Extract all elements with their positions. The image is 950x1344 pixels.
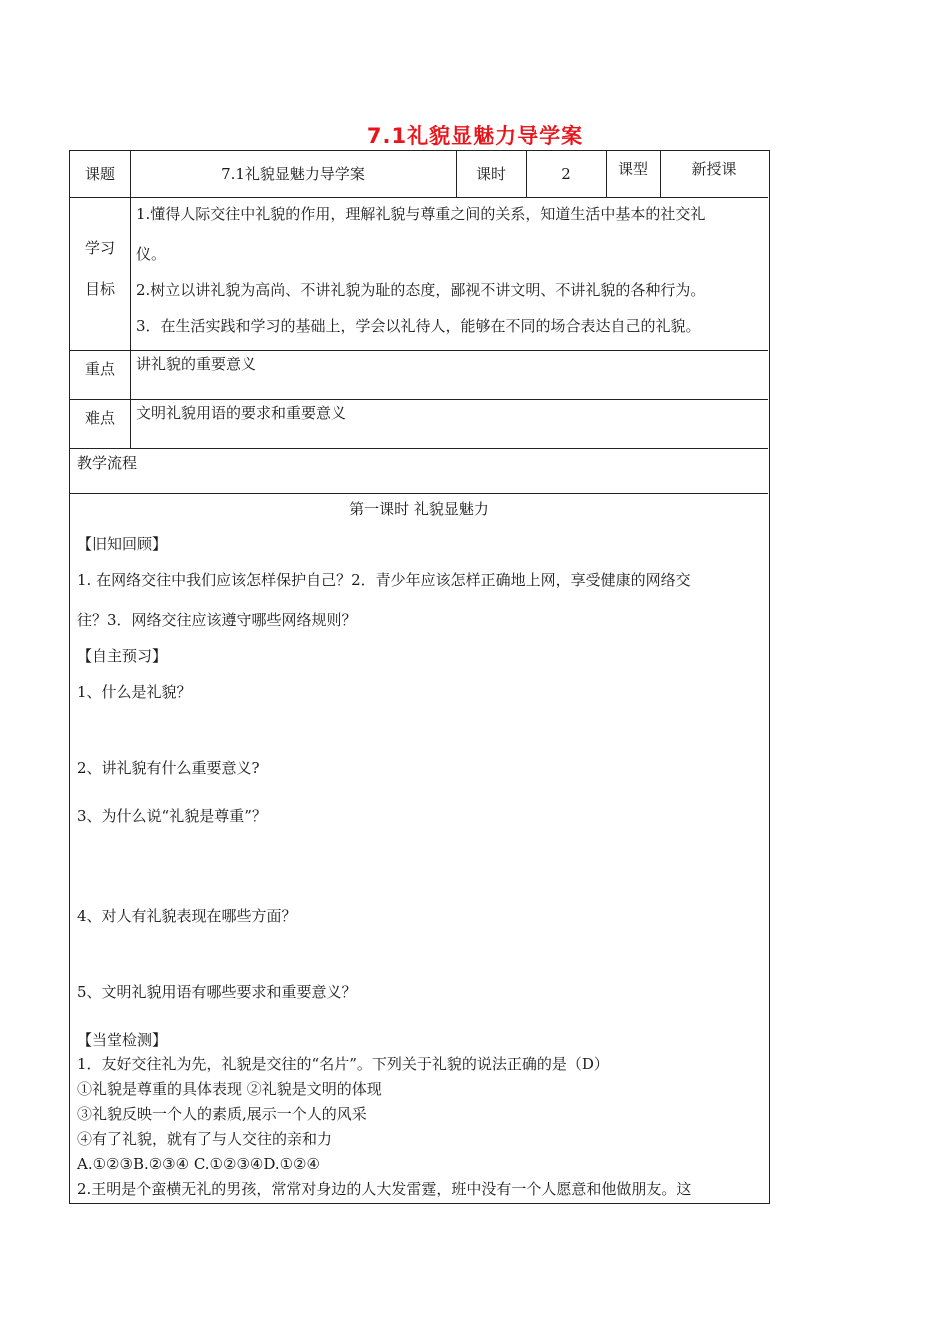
test-question-1-option-line-1: ①礼貌是尊重的具体表现 ②礼貌是文明的体现 bbox=[77, 1080, 382, 1098]
objectives-label-line2: 目标 bbox=[84, 280, 115, 298]
objective-1-line1: 1.懂得人际交往中礼貌的作用，理解礼貌与尊重之间的关系，知道生活中基本的社交礼 bbox=[136, 205, 706, 223]
preview-question-1: 1、什么是礼貌？ bbox=[77, 683, 192, 701]
type-value: 新授课 bbox=[691, 160, 737, 178]
lesson-plan-table bbox=[69, 150, 770, 1204]
review-line-2: 往？3．网络交往应该遵守哪些网络规则？ bbox=[77, 611, 357, 629]
row-divider bbox=[70, 448, 768, 449]
test-question-1-choices: A.①②③B.②③④ C.①②③④D.①②④ bbox=[77, 1155, 320, 1173]
preview-question-5: 5、文明礼貌用语有哪些要求和重要意义？ bbox=[77, 983, 357, 1001]
key-point-label: 重点 bbox=[84, 360, 115, 378]
hours-value: 2 bbox=[561, 165, 571, 183]
topic-value: 7.1礼貌显魅力导学案 bbox=[221, 165, 365, 183]
hours-label: 课时 bbox=[475, 165, 506, 183]
test-question-1-option-line-3: ④有了礼貌，就有了与人交往的亲和力 bbox=[77, 1130, 333, 1148]
column-divider bbox=[130, 151, 131, 448]
topic-label: 课题 bbox=[84, 165, 115, 183]
objectives-label-line1: 学习 bbox=[84, 239, 115, 257]
difficulty-label: 难点 bbox=[84, 409, 115, 427]
test-question-2: 2.王明是个蛮横无礼的男孩，常常对身边的人大发雷霆，班中没有一个人愿意和他做朋友。这 bbox=[77, 1180, 692, 1198]
key-point-value: 讲礼貌的重要意义 bbox=[136, 355, 257, 373]
row-divider bbox=[70, 197, 768, 198]
preview-question-3: 3、为什么说“礼貌是尊重”？ bbox=[77, 807, 267, 825]
objective-3: 3．在生活实践和学习的基础上，学会以礼待人，能够在不同的场合表达自己的礼貌。 bbox=[136, 317, 701, 335]
process-label: 教学流程 bbox=[77, 454, 138, 472]
row-divider bbox=[70, 350, 768, 351]
row-divider bbox=[70, 399, 768, 400]
preview-section-title: 【自主预习】 bbox=[77, 647, 168, 665]
test-section-title: 【当堂检测】 bbox=[77, 1031, 168, 1049]
preview-question-2: 2、讲礼貌有什么重要意义? bbox=[77, 759, 260, 777]
type-label: 课型 bbox=[617, 160, 648, 178]
review-section-title: 【旧知回顾】 bbox=[77, 535, 168, 553]
objective-1-line2: 仪。 bbox=[136, 245, 167, 263]
preview-question-4: 4、对人有礼貌表现在哪些方面？ bbox=[77, 907, 297, 925]
lesson-heading: 第一课时 礼貌显魅力 bbox=[349, 500, 489, 518]
row-divider bbox=[70, 493, 768, 494]
review-line-1: 1. 在网络交往中我们应该怎样保护自己？2．青少年应该怎样正确地上网，享受健康的网络交 bbox=[77, 571, 691, 589]
test-question-1: 1．友好交往礼为先，礼貌是交往的“名片”。下列关于礼貌的说法正确的是（D） bbox=[77, 1055, 609, 1073]
page-title: 7.1礼貌显魅力导学案 bbox=[366, 124, 584, 148]
difficulty-value: 文明礼貌用语的要求和重要意义 bbox=[136, 404, 347, 422]
objective-2: 2.树立以讲礼貌为高尚、不讲礼貌为耻的态度，鄙视不讲文明、不讲礼貌的各种行为。 bbox=[136, 281, 706, 299]
test-question-1-option-line-2: ③礼貌反映一个人的素质,展示一个人的风采 bbox=[77, 1105, 367, 1123]
